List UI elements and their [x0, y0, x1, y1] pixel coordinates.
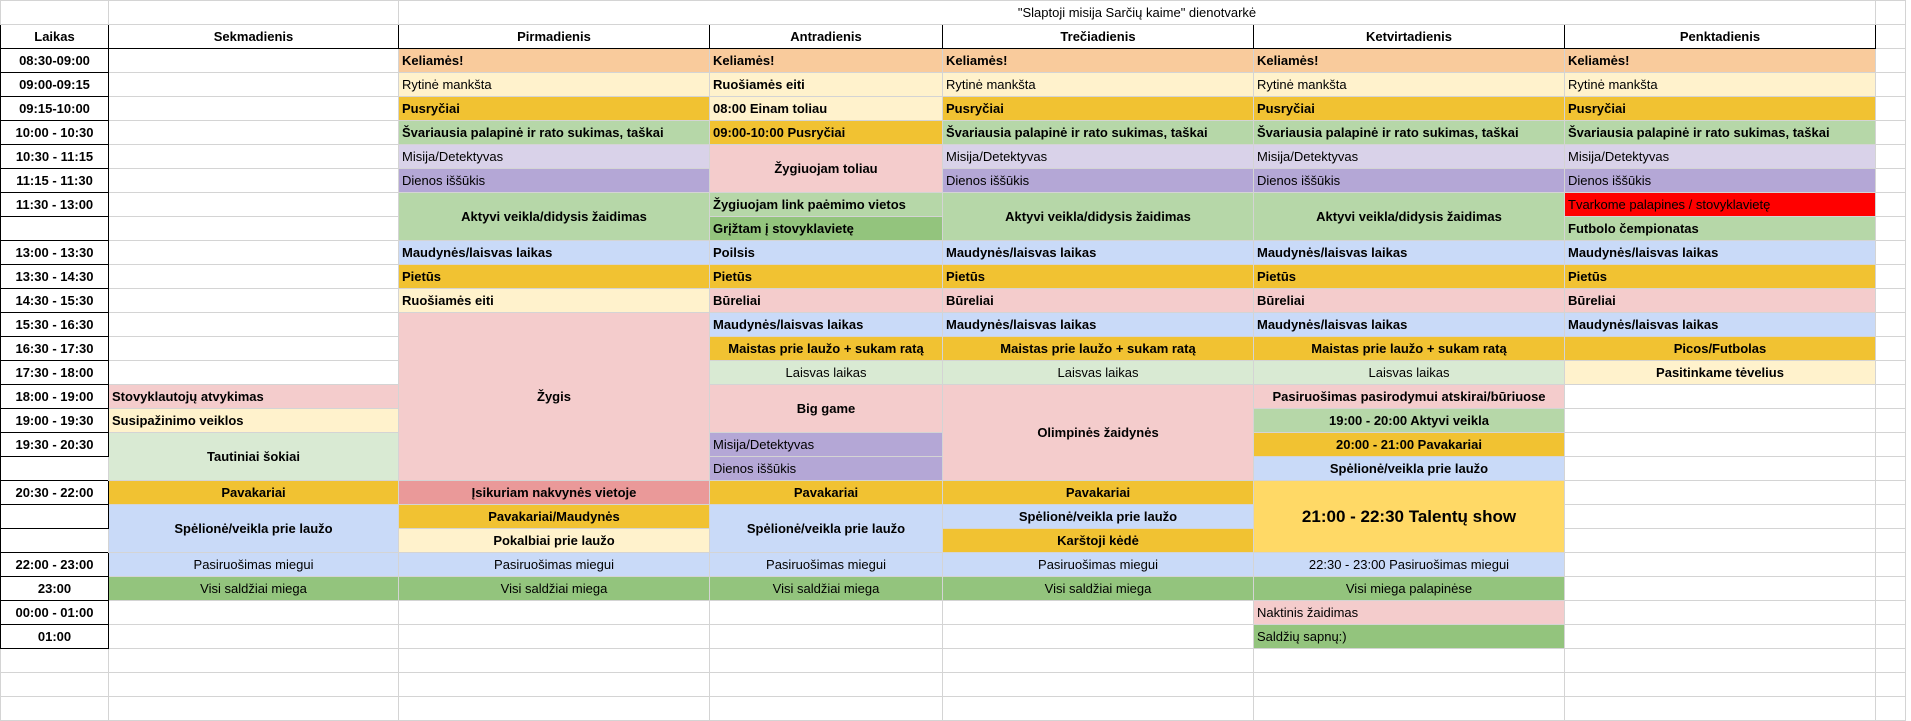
empty-cell[interactable]: [1876, 241, 1906, 265]
activity-cell-visi-saldziai-miega[interactable]: Visi saldžiai miega: [109, 577, 399, 601]
time-cell[interactable]: 15:30 - 16:30: [1, 313, 109, 337]
time-cell[interactable]: 17:30 - 18:00: [1, 361, 109, 385]
schedule-row: [1, 337, 1906, 361]
activity-cell-maudynes-laisvas-laikas[interactable]: Maudynės/laisvas laikas: [943, 241, 1254, 265]
activity-cell-rytine-manksta[interactable]: Rytinė mankšta: [399, 73, 710, 97]
time-cell[interactable]: 20:30 - 22:00: [1, 481, 109, 505]
empty-cell[interactable]: [1876, 313, 1906, 337]
activity-cell-susipazinimo-veiklos[interactable]: Susipažinimo veiklos: [109, 409, 399, 433]
time-cell[interactable]: [1, 457, 109, 481]
activity-cell-misija-detektyvas[interactable]: Misija/Detektyvas: [943, 145, 1254, 169]
empty-cell[interactable]: [710, 673, 943, 697]
schedule-row: [1, 577, 1906, 601]
schedule-row: [1, 73, 1906, 97]
schedule-row: [1, 49, 1906, 73]
activity-cell-aktyvi-veikla-didysis-zaidimas[interactable]: Aktyvi veikla/didysis žaidimas: [399, 193, 710, 241]
activity-cell-maistas-prie-lauzo-sukam-rata[interactable]: Maistas prie laužo + sukam ratą: [943, 337, 1254, 361]
empty-cell[interactable]: [109, 241, 399, 265]
schedule-row: [1, 385, 1906, 409]
time-cell[interactable]: 14:30 - 15:30: [1, 289, 109, 313]
activity-cell-pavakariai[interactable]: Pavakariai: [109, 481, 399, 505]
activity-cell-keliames[interactable]: Keliamės!: [1565, 49, 1876, 73]
empty-cell[interactable]: [1876, 433, 1906, 457]
schedule-row: [1, 289, 1906, 313]
day-header-sekmadienis[interactable]: Sekmadienis: [109, 25, 399, 49]
activity-cell-svariausia-palapine-ir-rato-sukimas-taskai[interactable]: Švariausia palapinė ir rato sukimas, taškai: [1254, 121, 1565, 145]
activity-cell-tvarkome-palapines-stovyklaviete[interactable]: Tvarkome palapines / stovyklavietę: [1565, 193, 1876, 217]
activity-cell-maudynes-laisvas-laikas[interactable]: Maudynės/laisvas laikas: [710, 313, 943, 337]
activity-cell-tautiniai-sokiai[interactable]: Tautiniai šokiai: [109, 433, 399, 481]
empty-cell[interactable]: [710, 697, 943, 721]
activity-cell-rytine-manksta[interactable]: Rytinė mankšta: [1565, 73, 1876, 97]
empty-cell[interactable]: [710, 601, 943, 625]
activity-cell-pietus[interactable]: Pietūs: [710, 265, 943, 289]
day-header-pirmadienis[interactable]: Pirmadienis: [399, 25, 710, 49]
empty-cell[interactable]: [109, 673, 399, 697]
activity-cell-ruosiames-eiti[interactable]: Ruošiamės eiti: [710, 73, 943, 97]
activity-cell-poilsis[interactable]: Poilsis: [710, 241, 943, 265]
activity-cell-bureliai[interactable]: Būreliai: [1565, 289, 1876, 313]
sheet-title[interactable]: "Slaptoji misija Sarčių kaime" dienotvarkė: [399, 1, 1876, 25]
schedule-row: [1, 481, 1906, 505]
time-cell[interactable]: 11:30 - 13:00: [1, 193, 109, 217]
time-cell[interactable]: [1, 217, 109, 241]
empty-cell[interactable]: [399, 697, 710, 721]
empty-cell[interactable]: [1876, 361, 1906, 385]
activity-cell-zygis[interactable]: Žygis: [399, 313, 710, 481]
activity-cell-spelione-veikla-prie-lauzo[interactable]: Spėlionė/veikla prie laužo: [1254, 457, 1565, 481]
empty-cell[interactable]: [109, 649, 399, 673]
time-cell[interactable]: 22:00 - 23:00: [1, 553, 109, 577]
empty-cell[interactable]: [109, 625, 399, 649]
activity-cell-visi-saldziai-miega[interactable]: Visi saldžiai miega: [943, 577, 1254, 601]
empty-cell[interactable]: [1876, 97, 1906, 121]
empty-cell[interactable]: [1254, 697, 1565, 721]
activity-cell-22-30-23-00-pasiruosimas-miegui[interactable]: 22:30 - 23:00 Pasiruošimas miegui: [1254, 553, 1565, 577]
activity-cell-pasiruosimas-miegui[interactable]: Pasiruošimas miegui: [943, 553, 1254, 577]
activity-cell-pietus[interactable]: Pietūs: [399, 265, 710, 289]
empty-cell[interactable]: [1876, 265, 1906, 289]
activity-cell-spelione-veikla-prie-lauzo[interactable]: Spėlionė/veikla prie laužo: [109, 505, 399, 553]
activity-cell-saldziu-sapnu[interactable]: Saldžių sapnų:): [1254, 625, 1565, 649]
empty-cell[interactable]: [1565, 529, 1876, 553]
activity-cell-rytine-manksta[interactable]: Rytinė mankšta: [1254, 73, 1565, 97]
empty-cell[interactable]: [1565, 553, 1876, 577]
activity-cell-futbolo-cempionatas[interactable]: Futbolo čempionatas: [1565, 217, 1876, 241]
activity-cell-bureliai[interactable]: Būreliai: [710, 289, 943, 313]
empty-cell[interactable]: [1565, 673, 1876, 697]
activity-cell-maistas-prie-lauzo-sukam-rata[interactable]: Maistas prie laužo + sukam ratą: [710, 337, 943, 361]
empty-cell[interactable]: [1876, 145, 1906, 169]
activity-cell-maudynes-laisvas-laikas[interactable]: Maudynės/laisvas laikas: [943, 313, 1254, 337]
activity-cell-laisvas-laikas[interactable]: Laisvas laikas: [1254, 361, 1565, 385]
activity-cell-spelione-veikla-prie-lauzo[interactable]: Spėlionė/veikla prie laužo: [710, 505, 943, 553]
empty-cell[interactable]: [1876, 169, 1906, 193]
time-cell[interactable]: 00:00 - 01:00: [1, 601, 109, 625]
activity-cell-misija-detektyvas[interactable]: Misija/Detektyvas: [399, 145, 710, 169]
time-cell[interactable]: 11:15 - 11:30: [1, 169, 109, 193]
empty-cell[interactable]: [109, 193, 399, 217]
time-column-header[interactable]: Laikas: [1, 25, 109, 49]
activity-cell-bureliai[interactable]: Būreliai: [1254, 289, 1565, 313]
activity-cell-pietus[interactable]: Pietūs: [1565, 265, 1876, 289]
empty-cell[interactable]: [109, 265, 399, 289]
empty-cell[interactable]: [1876, 337, 1906, 361]
time-cell[interactable]: 18:00 - 19:00: [1, 385, 109, 409]
day-header-antradienis[interactable]: Antradienis: [710, 25, 943, 49]
empty-cell[interactable]: [1876, 601, 1906, 625]
empty-cell[interactable]: [109, 361, 399, 385]
time-cell[interactable]: 13:30 - 14:30: [1, 265, 109, 289]
activity-cell-maudynes-laisvas-laikas[interactable]: Maudynės/laisvas laikas: [1565, 241, 1876, 265]
empty-cell[interactable]: [1, 697, 109, 721]
activity-cell-visi-saldziai-miega[interactable]: Visi saldžiai miega: [710, 577, 943, 601]
activity-cell-08-00-einam-toliau[interactable]: 08:00 Einam toliau: [710, 97, 943, 121]
time-cell[interactable]: 23:00: [1, 577, 109, 601]
empty-cell[interactable]: [399, 601, 710, 625]
activity-cell-pusryciai[interactable]: Pusryčiai: [1254, 97, 1565, 121]
empty-cell[interactable]: [109, 97, 399, 121]
day-header-penktadienis[interactable]: Penktadienis: [1565, 25, 1876, 49]
empty-cell[interactable]: [1876, 505, 1906, 529]
activity-cell-griztam-i-stovyklaviete[interactable]: Grįžtam į stovyklavietę: [710, 217, 943, 241]
empty-cell[interactable]: [943, 697, 1254, 721]
activity-cell-bureliai[interactable]: Būreliai: [943, 289, 1254, 313]
empty-cell[interactable]: [943, 625, 1254, 649]
time-cell[interactable]: 19:30 - 20:30: [1, 433, 109, 457]
empty-cell[interactable]: [1254, 673, 1565, 697]
activity-cell-svariausia-palapine-ir-rato-sukimas-taskai[interactable]: Švariausia palapinė ir rato sukimas, taškai: [1565, 121, 1876, 145]
activity-cell-pasitinkame-tevelius[interactable]: Pasitinkame tėvelius: [1565, 361, 1876, 385]
time-cell[interactable]: 10:30 - 11:15: [1, 145, 109, 169]
activity-cell-big-game[interactable]: Big game: [710, 385, 943, 433]
activity-cell-pusryciai[interactable]: Pusryčiai: [943, 97, 1254, 121]
activity-cell-keliames[interactable]: Keliamės!: [1254, 49, 1565, 73]
activity-cell-dienos-issukis[interactable]: Dienos iššūkis: [399, 169, 710, 193]
empty-cell[interactable]: [1565, 433, 1876, 457]
activity-cell-keliames[interactable]: Keliamės!: [399, 49, 710, 73]
activity-cell-dienos-issukis[interactable]: Dienos iššūkis: [943, 169, 1254, 193]
activity-cell-pavakariai[interactable]: Pavakariai: [943, 481, 1254, 505]
empty-cell[interactable]: [1, 673, 109, 697]
empty-cell[interactable]: [1876, 49, 1906, 73]
empty-cell[interactable]: [109, 601, 399, 625]
activity-cell-spelione-veikla-prie-lauzo[interactable]: Spėlionė/veikla prie laužo: [943, 505, 1254, 529]
activity-cell-misija-detektyvas[interactable]: Misija/Detektyvas: [1565, 145, 1876, 169]
schedule-row: [1, 505, 1906, 529]
empty-cell[interactable]: [943, 673, 1254, 697]
empty-cell[interactable]: [109, 313, 399, 337]
activity-cell-zygiuojam-link-paemimo-vietos[interactable]: Žygiuojam link paėmimo vietos: [710, 193, 943, 217]
empty-cell[interactable]: [1565, 697, 1876, 721]
activity-cell-19-00-20-00-aktyvi-veikla[interactable]: 19:00 - 20:00 Aktyvi veikla: [1254, 409, 1565, 433]
activity-cell-dienos-issukis[interactable]: Dienos iššūkis: [1565, 169, 1876, 193]
schedule-row: [1, 553, 1906, 577]
empty-cell[interactable]: [1876, 385, 1906, 409]
activity-cell-karstoji-kede[interactable]: Karštoji kėdė: [943, 529, 1254, 553]
activity-cell-maudynes-laisvas-laikas[interactable]: Maudynės/laisvas laikas: [1254, 241, 1565, 265]
activity-cell-maudynes-laisvas-laikas[interactable]: Maudynės/laisvas laikas: [1565, 313, 1876, 337]
time-cell[interactable]: 01:00: [1, 625, 109, 649]
activity-cell-pasiruosimas-miegui[interactable]: Pasiruošimas miegui: [399, 553, 710, 577]
empty-cell[interactable]: [1876, 649, 1906, 673]
activity-cell-dienos-issukis[interactable]: Dienos iššūkis: [1254, 169, 1565, 193]
activity-cell-21-00-22-30-talentu-show[interactable]: 21:00 - 22:30 Talentų show: [1254, 481, 1565, 553]
activity-cell-pusryciai[interactable]: Pusryčiai: [1565, 97, 1876, 121]
empty-cell[interactable]: [109, 169, 399, 193]
empty-cell[interactable]: [399, 673, 710, 697]
empty-cell[interactable]: [399, 649, 710, 673]
activity-cell-visi-miega-palapinese[interactable]: Visi miega palapinėse: [1254, 577, 1565, 601]
empty-cell[interactable]: [1876, 217, 1906, 241]
empty-cell[interactable]: [1876, 625, 1906, 649]
empty-cell[interactable]: [1565, 505, 1876, 529]
activity-cell-laisvas-laikas[interactable]: Laisvas laikas: [943, 361, 1254, 385]
empty-cell[interactable]: [1565, 457, 1876, 481]
empty-cell[interactable]: [1565, 577, 1876, 601]
activity-cell-rytine-manksta[interactable]: Rytinė mankšta: [943, 73, 1254, 97]
activity-cell-20-00-21-00-pavakariai[interactable]: 20:00 - 21:00 Pavakariai: [1254, 433, 1565, 457]
empty-cell[interactable]: [1876, 289, 1906, 313]
empty-cell[interactable]: [1876, 409, 1906, 433]
schedule-row: [1, 145, 1906, 169]
activity-cell-zygiuojam-toliau[interactable]: Žygiuojam toliau: [710, 145, 943, 193]
activity-cell-pietus[interactable]: Pietūs: [943, 265, 1254, 289]
schedule-row: [1, 625, 1906, 649]
empty-cell[interactable]: [109, 337, 399, 361]
empty-cell[interactable]: [1254, 649, 1565, 673]
activity-cell-picos-futbolas[interactable]: Picos/Futbolas: [1565, 337, 1876, 361]
empty-cell[interactable]: [1876, 577, 1906, 601]
empty-cell[interactable]: [1565, 385, 1876, 409]
empty-cell[interactable]: [109, 1, 399, 25]
time-cell[interactable]: [1, 505, 109, 529]
activity-cell-keliames[interactable]: Keliamės!: [943, 49, 1254, 73]
time-cell[interactable]: 13:00 - 13:30: [1, 241, 109, 265]
schedule-row: [1, 601, 1906, 625]
empty-cell[interactable]: [1876, 193, 1906, 217]
empty-cell[interactable]: [1876, 25, 1906, 49]
schedule-row: [1, 121, 1906, 145]
empty-cell[interactable]: [109, 145, 399, 169]
empty-cell[interactable]: [710, 649, 943, 673]
empty-cell[interactable]: [1876, 1, 1906, 25]
empty-cell[interactable]: [109, 121, 399, 145]
activity-cell-pavakariai[interactable]: Pavakariai: [710, 481, 943, 505]
activity-cell-maistas-prie-lauzo-sukam-rata[interactable]: Maistas prie laužo + sukam ratą: [1254, 337, 1565, 361]
activity-cell-pasiruosimas-pasirodymui-atskirai-buriuose[interactable]: Pasiruošimas pasirodymui atskirai/būriuose: [1254, 385, 1565, 409]
time-cell[interactable]: 09:15-10:00: [1, 97, 109, 121]
empty-cell[interactable]: [1565, 625, 1876, 649]
empty-cell[interactable]: [1876, 697, 1906, 721]
time-cell[interactable]: 19:00 - 19:30: [1, 409, 109, 433]
activity-cell-dienos-issukis[interactable]: Dienos iššūkis: [710, 457, 943, 481]
activity-cell-pokalbiai-prie-lauzo[interactable]: Pokalbiai prie laužo: [399, 529, 710, 553]
activity-cell-naktinis-zaidimas[interactable]: Naktinis žaidimas: [1254, 601, 1565, 625]
activity-cell-laisvas-laikas[interactable]: Laisvas laikas: [710, 361, 943, 385]
activity-cell-aktyvi-veikla-didysis-zaidimas[interactable]: Aktyvi veikla/didysis žaidimas: [943, 193, 1254, 241]
empty-cell[interactable]: [1876, 553, 1906, 577]
day-header-ketvirtadienis[interactable]: Ketvirtadienis: [1254, 25, 1565, 49]
empty-cell[interactable]: [109, 289, 399, 313]
empty-cell[interactable]: [943, 601, 1254, 625]
empty-cell[interactable]: [109, 73, 399, 97]
empty-cell[interactable]: [1565, 601, 1876, 625]
empty-cell[interactable]: [943, 649, 1254, 673]
time-cell[interactable]: 10:00 - 10:30: [1, 121, 109, 145]
activity-cell-pasiruosimas-miegui[interactable]: Pasiruošimas miegui: [109, 553, 399, 577]
activity-cell-09-00-10-00-pusryciai[interactable]: 09:00-10:00 Pusryčiai: [710, 121, 943, 145]
empty-cell[interactable]: [109, 697, 399, 721]
activity-cell-ruosiames-eiti[interactable]: Ruošiamės eiti: [399, 289, 710, 313]
schedule-row: [1, 361, 1906, 385]
activity-cell-pavakariai-maudynes[interactable]: Pavakariai/Maudynės: [399, 505, 710, 529]
empty-cell[interactable]: [1876, 529, 1906, 553]
empty-cell[interactable]: [710, 625, 943, 649]
activity-cell-keliames[interactable]: Keliamės!: [710, 49, 943, 73]
empty-cell[interactable]: [1876, 673, 1906, 697]
activity-cell-svariausia-palapine-ir-rato-sukimas-taskai[interactable]: Švariausia palapinė ir rato sukimas, taškai: [399, 121, 710, 145]
activity-cell-isikuriam-nakvynes-vietoje[interactable]: Įsikuriam nakvynės vietoje: [399, 481, 710, 505]
empty-cell[interactable]: [1, 649, 109, 673]
empty-cell[interactable]: [109, 49, 399, 73]
time-cell[interactable]: 08:30-09:00: [1, 49, 109, 73]
empty-cell[interactable]: [1565, 409, 1876, 433]
empty-cell[interactable]: [1876, 73, 1906, 97]
schedule-row: [1, 265, 1906, 289]
empty-cell[interactable]: [1565, 481, 1876, 505]
schedule-row: [1, 97, 1906, 121]
activity-cell-olimpines-zaidynes[interactable]: Olimpinės žaidynės: [943, 385, 1254, 481]
activity-cell-svariausia-palapine-ir-rato-sukimas-taskai[interactable]: Švariausia palapinė ir rato sukimas, taškai: [943, 121, 1254, 145]
schedule-row: [1, 169, 1906, 193]
empty-cell[interactable]: [1876, 481, 1906, 505]
empty-cell[interactable]: [399, 625, 710, 649]
activity-cell-misija-detektyvas[interactable]: Misija/Detektyvas: [710, 433, 943, 457]
time-cell[interactable]: 16:30 - 17:30: [1, 337, 109, 361]
time-cell[interactable]: [1, 529, 109, 553]
activity-cell-pietus[interactable]: Pietūs: [1254, 265, 1565, 289]
schedule-row: [1, 241, 1906, 265]
activity-cell-visi-saldziai-miega[interactable]: Visi saldžiai miega: [399, 577, 710, 601]
empty-cell[interactable]: [1876, 121, 1906, 145]
activity-cell-stovyklautoju-atvykimas[interactable]: Stovyklautojų atvykimas: [109, 385, 399, 409]
empty-cell[interactable]: [109, 217, 399, 241]
empty-cell[interactable]: [1876, 457, 1906, 481]
activity-cell-maudynes-laisvas-laikas[interactable]: Maudynės/laisvas laikas: [1254, 313, 1565, 337]
time-cell[interactable]: 09:00-09:15: [1, 73, 109, 97]
activity-cell-aktyvi-veikla-didysis-zaidimas[interactable]: Aktyvi veikla/didysis žaidimas: [1254, 193, 1565, 241]
schedule-row: [1, 313, 1906, 337]
schedule-row: [1, 193, 1906, 217]
day-header-treciadienis[interactable]: Trečiadienis: [943, 25, 1254, 49]
activity-cell-pasiruosimas-miegui[interactable]: Pasiruošimas miegui: [710, 553, 943, 577]
activity-cell-misija-detektyvas[interactable]: Misija/Detektyvas: [1254, 145, 1565, 169]
activity-cell-pusryciai[interactable]: Pusryčiai: [399, 97, 710, 121]
empty-cell[interactable]: [1565, 649, 1876, 673]
empty-cell[interactable]: [1, 1, 109, 25]
activity-cell-maudynes-laisvas-laikas[interactable]: Maudynės/laisvas laikas: [399, 241, 710, 265]
